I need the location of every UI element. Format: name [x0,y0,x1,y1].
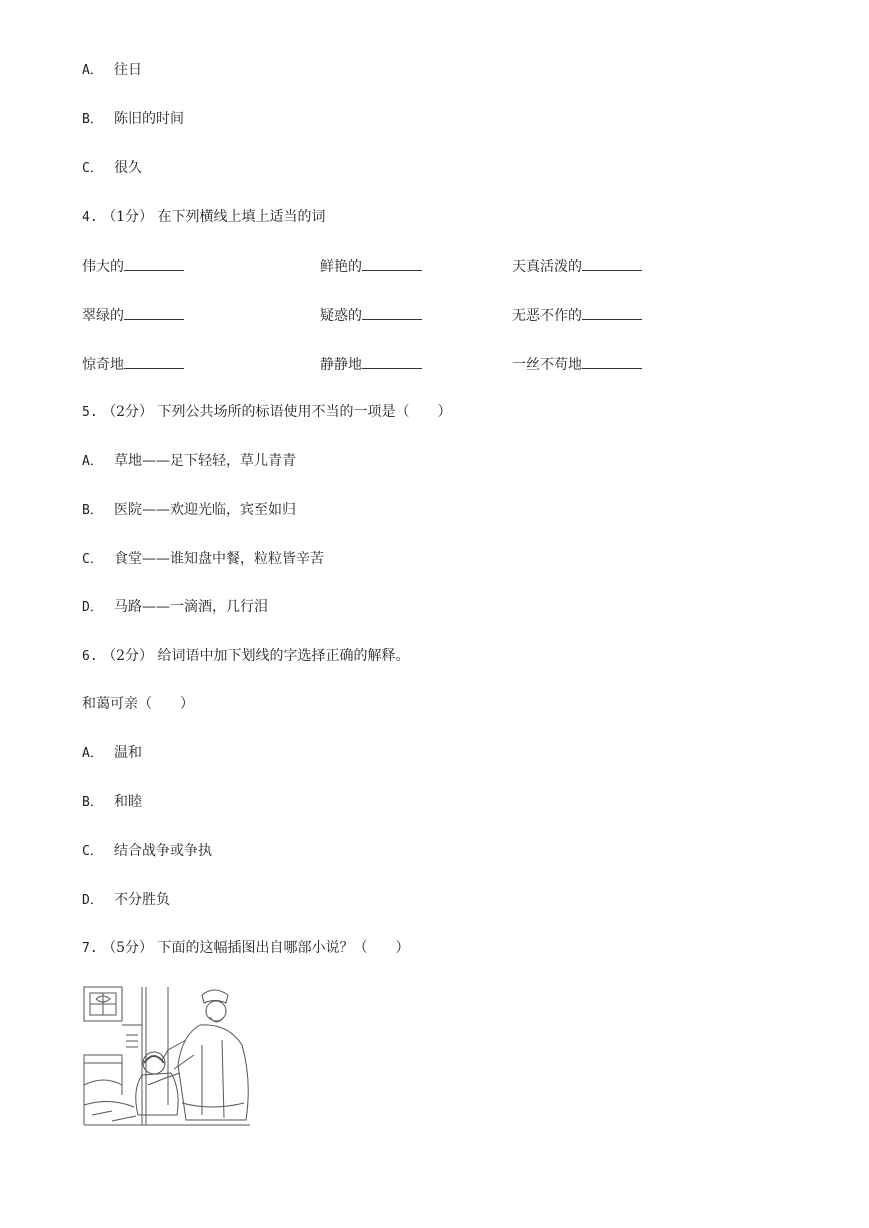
option-text: 和睦 [114,794,142,810]
q4-blank-cell [512,256,642,277]
fill-blank[interactable] [582,354,642,369]
q5-option-d[interactable] [82,597,268,618]
option-text: 陈旧的时间 [114,111,184,127]
q6-stem [82,646,409,667]
q6-option-c[interactable] [82,841,212,862]
option-text: 不分胜负 [114,892,170,908]
option-text: 结合战争或争执 [114,843,212,859]
fill-blank[interactable] [124,354,184,369]
bed-edge [84,1055,122,1063]
q7-stem [82,938,409,959]
fill-blank[interactable] [582,305,642,320]
question-text: 在下列横线上填上适当的词 [157,209,326,225]
question-score: （2分） [102,404,154,420]
q4-blank-cell [82,354,184,375]
blank-prefix: 鲜艳的 [320,259,362,275]
option-letter: D． [82,600,103,615]
option-letter: A． [82,63,103,78]
fill-blank[interactable] [582,256,642,271]
question-text: 给词语中加下划线的字选择正确的解释。 [157,648,410,664]
q4-blank-cell [82,256,184,277]
option-text: 很久 [114,160,142,176]
blank-prefix: 一丝不苟地 [512,357,582,373]
q3-option-b [82,109,184,130]
adult-robe [178,1025,248,1120]
blank-prefix: 惊奇地 [82,357,124,373]
q4-blank-cell [320,354,422,375]
q6-option-d[interactable] [82,890,170,911]
q4-blank-cell [512,305,642,326]
blank-prefix: 天真活泼的 [512,259,582,275]
q4-blank-cell [320,256,422,277]
blank-prefix: 疑惑的 [320,308,362,324]
q5-option-c[interactable] [82,549,324,570]
option-letter: A． [82,746,103,761]
fill-blank[interactable] [362,305,422,320]
question-text: 下面的这幅插图出自哪部小说？（ ） [157,940,410,956]
option-letter: D． [82,893,103,908]
question-number: 4. [82,210,98,225]
option-letter: C． [82,552,103,567]
q4-blank-cell [512,354,642,375]
option-text: 草地——足下轻轻，草儿青青 [114,453,296,469]
q5-stem [82,402,451,423]
q5-option-b[interactable] [82,500,296,521]
question-score: （2分） [102,648,154,664]
blank-prefix: 静静地 [320,357,362,373]
q4-blank-cell [320,305,422,326]
q6-word: 和蔼可亲（ ） [82,696,194,712]
option-letter: B． [82,503,103,518]
adult-arm [162,1040,186,1060]
q4-stem [82,207,325,228]
option-letter: C． [82,844,103,859]
fill-blank[interactable] [124,256,184,271]
option-letter: B． [82,112,103,127]
option-letter: A． [82,454,103,469]
q5-option-a[interactable] [82,451,296,472]
fill-blank[interactable] [362,256,422,271]
q4-blank-cell [82,305,184,326]
blank-prefix: 翠绿的 [82,308,124,324]
option-letter: C． [82,161,103,176]
blank-prefix: 无恶不作的 [512,308,582,324]
blank-prefix: 伟大的 [82,259,124,275]
option-text: 食堂——谁知盘中餐，粒粒皆辛苦 [114,551,324,567]
option-text: 温和 [114,745,142,761]
q6-option-b[interactable] [82,792,142,813]
q3-option-c [82,158,142,179]
question-score: （5分） [102,940,154,956]
fill-blank[interactable] [362,354,422,369]
fill-blank[interactable] [124,305,184,320]
q3-option-a [82,60,142,81]
option-text: 马路——一滴酒，几行泪 [114,599,268,615]
q6-option-a[interactable] [82,743,142,764]
question-number: 7. [82,941,98,956]
question-text: 下列公共场所的标语使用不当的一项是（ ） [157,404,452,420]
option-text: 往日 [114,62,142,78]
option-letter: B． [82,795,103,810]
question-score: （1分） [102,209,154,225]
novel-illustration [82,985,252,1130]
question-number: 5. [82,405,98,420]
question-number: 6. [82,649,98,664]
option-text: 医院——欢迎光临，宾至如归 [114,502,296,518]
